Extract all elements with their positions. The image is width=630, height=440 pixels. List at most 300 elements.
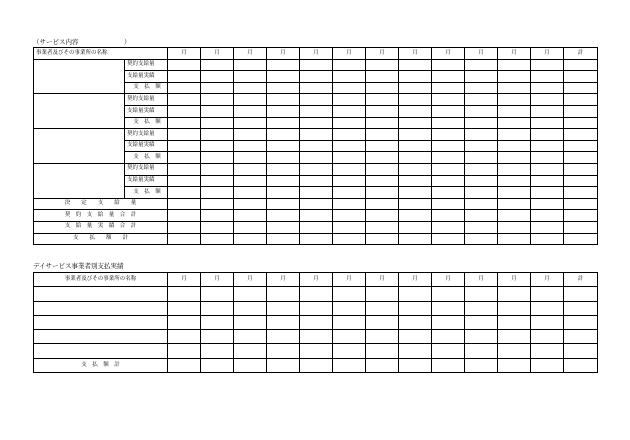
value-cell[interactable] xyxy=(201,221,234,233)
value-cell[interactable] xyxy=(366,315,399,329)
provider-name-cell[interactable] xyxy=(34,330,168,344)
value-cell[interactable] xyxy=(432,198,465,210)
value-cell[interactable] xyxy=(465,59,498,71)
value-cell[interactable] xyxy=(333,187,366,199)
value-cell[interactable] xyxy=(366,198,399,210)
value-cell[interactable] xyxy=(267,140,300,152)
value-cell[interactable] xyxy=(267,301,300,315)
value-cell[interactable] xyxy=(201,301,234,315)
value-cell[interactable] xyxy=(465,315,498,329)
value-cell[interactable] xyxy=(531,287,564,301)
value-cell[interactable] xyxy=(564,163,598,175)
value-cell[interactable] xyxy=(366,358,399,372)
value-cell[interactable] xyxy=(168,358,201,372)
value-cell[interactable] xyxy=(234,59,267,71)
value-cell[interactable] xyxy=(432,105,465,117)
value-cell[interactable] xyxy=(564,152,598,164)
value-cell[interactable] xyxy=(333,105,366,117)
value-cell[interactable] xyxy=(531,152,564,164)
value-cell[interactable] xyxy=(399,163,432,175)
value-cell[interactable] xyxy=(366,330,399,344)
value-cell[interactable] xyxy=(168,94,201,106)
value-cell[interactable] xyxy=(498,315,531,329)
value-cell[interactable] xyxy=(498,221,531,233)
provider-name-cell[interactable] xyxy=(34,94,125,129)
value-cell[interactable] xyxy=(366,233,399,245)
value-cell[interactable] xyxy=(465,358,498,372)
value-cell[interactable] xyxy=(498,210,531,222)
value-cell[interactable] xyxy=(498,140,531,152)
provider-name-cell[interactable] xyxy=(34,287,168,301)
value-cell[interactable] xyxy=(498,117,531,129)
value-cell[interactable] xyxy=(267,210,300,222)
value-cell[interactable] xyxy=(267,82,300,94)
value-cell[interactable] xyxy=(531,71,564,83)
value-cell[interactable] xyxy=(267,163,300,175)
value-cell[interactable] xyxy=(168,71,201,83)
value-cell[interactable] xyxy=(300,301,333,315)
value-cell[interactable] xyxy=(234,221,267,233)
value-cell[interactable] xyxy=(201,233,234,245)
value-cell[interactable] xyxy=(531,59,564,71)
value-cell[interactable] xyxy=(564,105,598,117)
value-cell[interactable] xyxy=(564,210,598,222)
value-cell[interactable] xyxy=(498,301,531,315)
value-cell[interactable] xyxy=(465,129,498,141)
value-cell[interactable] xyxy=(366,129,399,141)
value-cell[interactable] xyxy=(366,82,399,94)
value-cell[interactable] xyxy=(564,344,598,358)
value-cell[interactable] xyxy=(300,175,333,187)
value-cell[interactable] xyxy=(168,233,201,245)
value-cell[interactable] xyxy=(267,71,300,83)
value-cell[interactable] xyxy=(168,221,201,233)
value-cell[interactable] xyxy=(399,330,432,344)
value-cell[interactable] xyxy=(399,301,432,315)
value-cell[interactable] xyxy=(399,59,432,71)
value-cell[interactable] xyxy=(366,163,399,175)
value-cell[interactable] xyxy=(333,175,366,187)
value-cell[interactable] xyxy=(399,71,432,83)
value-cell[interactable] xyxy=(531,301,564,315)
value-cell[interactable] xyxy=(234,301,267,315)
value-cell[interactable] xyxy=(432,117,465,129)
value-cell[interactable] xyxy=(234,233,267,245)
value-cell[interactable] xyxy=(465,198,498,210)
value-cell[interactable] xyxy=(465,175,498,187)
value-cell[interactable] xyxy=(465,163,498,175)
value-cell[interactable] xyxy=(432,129,465,141)
provider-name-cell[interactable] xyxy=(34,344,168,358)
value-cell[interactable] xyxy=(399,82,432,94)
value-cell[interactable] xyxy=(531,140,564,152)
value-cell[interactable] xyxy=(201,330,234,344)
value-cell[interactable] xyxy=(366,344,399,358)
value-cell[interactable] xyxy=(399,198,432,210)
value-cell[interactable] xyxy=(465,105,498,117)
value-cell[interactable] xyxy=(498,187,531,199)
value-cell[interactable] xyxy=(498,233,531,245)
value-cell[interactable] xyxy=(234,358,267,372)
value-cell[interactable] xyxy=(201,315,234,329)
value-cell[interactable] xyxy=(300,82,333,94)
value-cell[interactable] xyxy=(399,129,432,141)
value-cell[interactable] xyxy=(531,210,564,222)
value-cell[interactable] xyxy=(300,210,333,222)
value-cell[interactable] xyxy=(399,175,432,187)
value-cell[interactable] xyxy=(432,94,465,106)
value-cell[interactable] xyxy=(333,94,366,106)
value-cell[interactable] xyxy=(564,221,598,233)
value-cell[interactable] xyxy=(333,330,366,344)
value-cell[interactable] xyxy=(168,129,201,141)
value-cell[interactable] xyxy=(432,315,465,329)
value-cell[interactable] xyxy=(465,187,498,199)
value-cell[interactable] xyxy=(432,287,465,301)
value-cell[interactable] xyxy=(201,140,234,152)
value-cell[interactable] xyxy=(432,82,465,94)
value-cell[interactable] xyxy=(234,287,267,301)
value-cell[interactable] xyxy=(498,287,531,301)
value-cell[interactable] xyxy=(399,140,432,152)
value-cell[interactable] xyxy=(498,344,531,358)
value-cell[interactable] xyxy=(498,129,531,141)
month-header: 月 xyxy=(432,48,465,60)
value-cell[interactable] xyxy=(498,71,531,83)
value-cell[interactable] xyxy=(564,82,598,94)
value-cell[interactable] xyxy=(333,358,366,372)
value-cell[interactable] xyxy=(333,315,366,329)
value-cell[interactable] xyxy=(234,187,267,199)
value-cell[interactable] xyxy=(267,105,300,117)
value-cell[interactable] xyxy=(564,129,598,141)
value-cell[interactable] xyxy=(465,71,498,83)
value-cell[interactable] xyxy=(564,330,598,344)
value-cell[interactable] xyxy=(432,163,465,175)
value-cell[interactable] xyxy=(432,175,465,187)
value-cell[interactable] xyxy=(333,82,366,94)
value-cell[interactable] xyxy=(168,315,201,329)
value-cell[interactable] xyxy=(168,105,201,117)
value-cell[interactable] xyxy=(234,140,267,152)
provider-name-cell[interactable] xyxy=(34,163,125,198)
value-cell[interactable] xyxy=(432,140,465,152)
value-cell[interactable] xyxy=(465,140,498,152)
value-cell[interactable] xyxy=(234,117,267,129)
value-cell[interactable] xyxy=(168,330,201,344)
value-cell[interactable] xyxy=(201,71,234,83)
value-cell[interactable] xyxy=(168,344,201,358)
value-cell[interactable] xyxy=(531,82,564,94)
value-cell[interactable] xyxy=(498,163,531,175)
value-cell[interactable] xyxy=(531,330,564,344)
value-cell[interactable] xyxy=(333,210,366,222)
value-cell[interactable] xyxy=(267,287,300,301)
value-cell[interactable] xyxy=(168,59,201,71)
value-cell[interactable] xyxy=(168,301,201,315)
value-cell[interactable] xyxy=(564,301,598,315)
value-cell[interactable] xyxy=(201,94,234,106)
value-cell[interactable] xyxy=(333,59,366,71)
value-cell[interactable] xyxy=(234,152,267,164)
value-cell[interactable] xyxy=(300,140,333,152)
value-cell[interactable] xyxy=(333,233,366,245)
value-cell[interactable] xyxy=(333,71,366,83)
value-cell[interactable] xyxy=(333,129,366,141)
value-cell[interactable] xyxy=(564,198,598,210)
value-cell[interactable] xyxy=(267,129,300,141)
value-cell[interactable] xyxy=(168,210,201,222)
value-cell[interactable] xyxy=(300,117,333,129)
value-cell[interactable] xyxy=(168,198,201,210)
value-cell[interactable] xyxy=(333,287,366,301)
value-cell[interactable] xyxy=(366,59,399,71)
value-cell[interactable] xyxy=(465,117,498,129)
provider-name-cell[interactable] xyxy=(34,315,168,329)
value-cell[interactable] xyxy=(465,233,498,245)
value-cell[interactable] xyxy=(432,187,465,199)
value-cell[interactable] xyxy=(300,105,333,117)
value-cell[interactable] xyxy=(399,152,432,164)
value-cell[interactable] xyxy=(399,187,432,199)
value-cell[interactable] xyxy=(531,129,564,141)
value-cell[interactable] xyxy=(432,301,465,315)
provider-name-cell[interactable] xyxy=(34,129,125,164)
value-cell[interactable] xyxy=(498,59,531,71)
value-cell[interactable] xyxy=(168,287,201,301)
value-cell[interactable] xyxy=(300,71,333,83)
value-cell[interactable] xyxy=(267,187,300,199)
value-cell[interactable] xyxy=(267,94,300,106)
value-cell[interactable] xyxy=(333,117,366,129)
value-cell[interactable] xyxy=(564,175,598,187)
value-cell[interactable] xyxy=(465,210,498,222)
value-cell[interactable] xyxy=(333,198,366,210)
value-cell[interactable] xyxy=(366,210,399,222)
value-cell[interactable] xyxy=(498,175,531,187)
value-cell[interactable] xyxy=(465,94,498,106)
value-cell[interactable] xyxy=(234,198,267,210)
value-cell[interactable] xyxy=(201,358,234,372)
value-cell[interactable] xyxy=(267,221,300,233)
value-cell[interactable] xyxy=(465,344,498,358)
value-cell[interactable] xyxy=(267,233,300,245)
value-cell[interactable] xyxy=(267,358,300,372)
value-cell[interactable] xyxy=(234,94,267,106)
value-cell[interactable] xyxy=(234,129,267,141)
value-cell[interactable] xyxy=(333,152,366,164)
value-cell[interactable] xyxy=(465,287,498,301)
value-cell[interactable] xyxy=(399,94,432,106)
value-cell[interactable] xyxy=(498,82,531,94)
value-cell[interactable] xyxy=(498,198,531,210)
value-cell[interactable] xyxy=(234,105,267,117)
value-cell[interactable] xyxy=(432,233,465,245)
value-cell[interactable] xyxy=(531,94,564,106)
value-cell[interactable] xyxy=(531,233,564,245)
value-cell[interactable] xyxy=(300,287,333,301)
value-cell[interactable] xyxy=(267,117,300,129)
value-cell[interactable] xyxy=(267,175,300,187)
value-cell[interactable] xyxy=(432,210,465,222)
value-cell[interactable] xyxy=(168,175,201,187)
value-cell[interactable] xyxy=(432,59,465,71)
value-cell[interactable] xyxy=(300,198,333,210)
value-cell[interactable] xyxy=(201,129,234,141)
value-cell[interactable] xyxy=(531,198,564,210)
value-cell[interactable] xyxy=(564,94,598,106)
value-cell[interactable] xyxy=(168,163,201,175)
value-cell[interactable] xyxy=(465,221,498,233)
value-cell[interactable] xyxy=(201,344,234,358)
value-cell[interactable] xyxy=(432,330,465,344)
value-cell[interactable] xyxy=(234,344,267,358)
value-cell[interactable] xyxy=(564,233,598,245)
value-cell[interactable] xyxy=(234,163,267,175)
value-cell[interactable] xyxy=(201,210,234,222)
value-cell[interactable] xyxy=(234,210,267,222)
value-cell[interactable] xyxy=(366,301,399,315)
value-cell[interactable] xyxy=(465,301,498,315)
value-cell[interactable] xyxy=(366,221,399,233)
value-cell[interactable] xyxy=(399,287,432,301)
value-cell[interactable] xyxy=(168,82,201,94)
value-cell[interactable] xyxy=(234,71,267,83)
total-header: 計 xyxy=(564,48,598,60)
value-cell[interactable] xyxy=(564,71,598,83)
value-cell[interactable] xyxy=(300,163,333,175)
value-cell[interactable] xyxy=(201,187,234,199)
value-cell[interactable] xyxy=(366,152,399,164)
value-cell[interactable] xyxy=(168,117,201,129)
value-cell[interactable] xyxy=(267,315,300,329)
value-cell[interactable] xyxy=(465,152,498,164)
value-cell[interactable] xyxy=(498,105,531,117)
value-cell[interactable] xyxy=(531,105,564,117)
value-cell[interactable] xyxy=(432,358,465,372)
value-cell[interactable] xyxy=(465,330,498,344)
value-cell[interactable] xyxy=(399,358,432,372)
value-cell[interactable] xyxy=(399,221,432,233)
value-cell[interactable] xyxy=(366,71,399,83)
value-cell[interactable] xyxy=(267,330,300,344)
value-cell[interactable] xyxy=(531,221,564,233)
value-cell[interactable] xyxy=(300,315,333,329)
value-cell[interactable] xyxy=(201,175,234,187)
value-cell[interactable] xyxy=(399,233,432,245)
value-cell[interactable] xyxy=(300,358,333,372)
value-cell[interactable] xyxy=(564,117,598,129)
value-cell[interactable] xyxy=(234,82,267,94)
value-cell[interactable] xyxy=(564,187,598,199)
value-cell[interactable] xyxy=(399,105,432,117)
value-cell[interactable] xyxy=(300,233,333,245)
value-cell[interactable] xyxy=(267,198,300,210)
value-cell[interactable] xyxy=(366,117,399,129)
value-cell[interactable] xyxy=(498,152,531,164)
value-cell[interactable] xyxy=(201,198,234,210)
value-cell[interactable] xyxy=(432,71,465,83)
value-cell[interactable] xyxy=(498,358,531,372)
value-cell[interactable] xyxy=(432,152,465,164)
value-cell[interactable] xyxy=(168,152,201,164)
value-cell[interactable] xyxy=(234,315,267,329)
value-cell[interactable] xyxy=(531,358,564,372)
value-cell[interactable] xyxy=(531,315,564,329)
value-cell[interactable] xyxy=(300,221,333,233)
value-cell[interactable] xyxy=(399,344,432,358)
value-cell[interactable] xyxy=(564,358,598,372)
value-cell[interactable] xyxy=(564,140,598,152)
value-cell[interactable] xyxy=(333,344,366,358)
value-cell[interactable] xyxy=(333,140,366,152)
value-cell[interactable] xyxy=(201,287,234,301)
value-cell[interactable] xyxy=(498,330,531,344)
value-cell[interactable] xyxy=(366,94,399,106)
value-cell[interactable] xyxy=(498,94,531,106)
value-cell[interactable] xyxy=(399,210,432,222)
value-cell[interactable] xyxy=(465,82,498,94)
value-cell[interactable] xyxy=(201,163,234,175)
value-cell[interactable] xyxy=(366,287,399,301)
value-cell[interactable] xyxy=(300,94,333,106)
value-cell[interactable] xyxy=(201,82,234,94)
value-cell[interactable] xyxy=(300,330,333,344)
name-column-header: 事業者及びその事業所の名称 xyxy=(34,48,168,60)
value-cell[interactable] xyxy=(366,140,399,152)
value-cell[interactable] xyxy=(300,59,333,71)
value-cell[interactable] xyxy=(234,175,267,187)
value-cell[interactable] xyxy=(366,187,399,199)
value-cell[interactable] xyxy=(531,344,564,358)
row-item-label: 契約支給量 xyxy=(125,59,168,71)
value-cell[interactable] xyxy=(531,117,564,129)
value-cell[interactable] xyxy=(432,221,465,233)
value-cell[interactable] xyxy=(333,163,366,175)
value-cell[interactable] xyxy=(564,59,598,71)
value-cell[interactable] xyxy=(399,117,432,129)
value-cell[interactable] xyxy=(300,152,333,164)
value-cell[interactable] xyxy=(366,175,399,187)
value-cell[interactable] xyxy=(399,315,432,329)
value-cell[interactable] xyxy=(432,344,465,358)
value-cell[interactable] xyxy=(267,152,300,164)
value-cell[interactable] xyxy=(300,344,333,358)
value-cell[interactable] xyxy=(333,301,366,315)
value-cell[interactable] xyxy=(531,187,564,199)
value-cell[interactable] xyxy=(564,315,598,329)
value-cell[interactable] xyxy=(201,59,234,71)
value-cell[interactable] xyxy=(333,221,366,233)
value-cell[interactable] xyxy=(168,140,201,152)
value-cell[interactable] xyxy=(267,344,300,358)
value-cell[interactable] xyxy=(564,287,598,301)
value-cell[interactable] xyxy=(531,163,564,175)
value-cell[interactable] xyxy=(201,105,234,117)
provider-name-cell[interactable] xyxy=(34,301,168,315)
value-cell[interactable] xyxy=(201,117,234,129)
month-header: 月 xyxy=(531,48,564,60)
value-cell[interactable] xyxy=(267,59,300,71)
provider-name-cell[interactable] xyxy=(34,59,125,94)
value-cell[interactable] xyxy=(168,187,201,199)
value-cell[interactable] xyxy=(234,330,267,344)
value-cell[interactable] xyxy=(201,152,234,164)
value-cell[interactable] xyxy=(531,175,564,187)
value-cell[interactable] xyxy=(366,105,399,117)
value-cell[interactable] xyxy=(300,129,333,141)
value-cell[interactable] xyxy=(300,187,333,199)
